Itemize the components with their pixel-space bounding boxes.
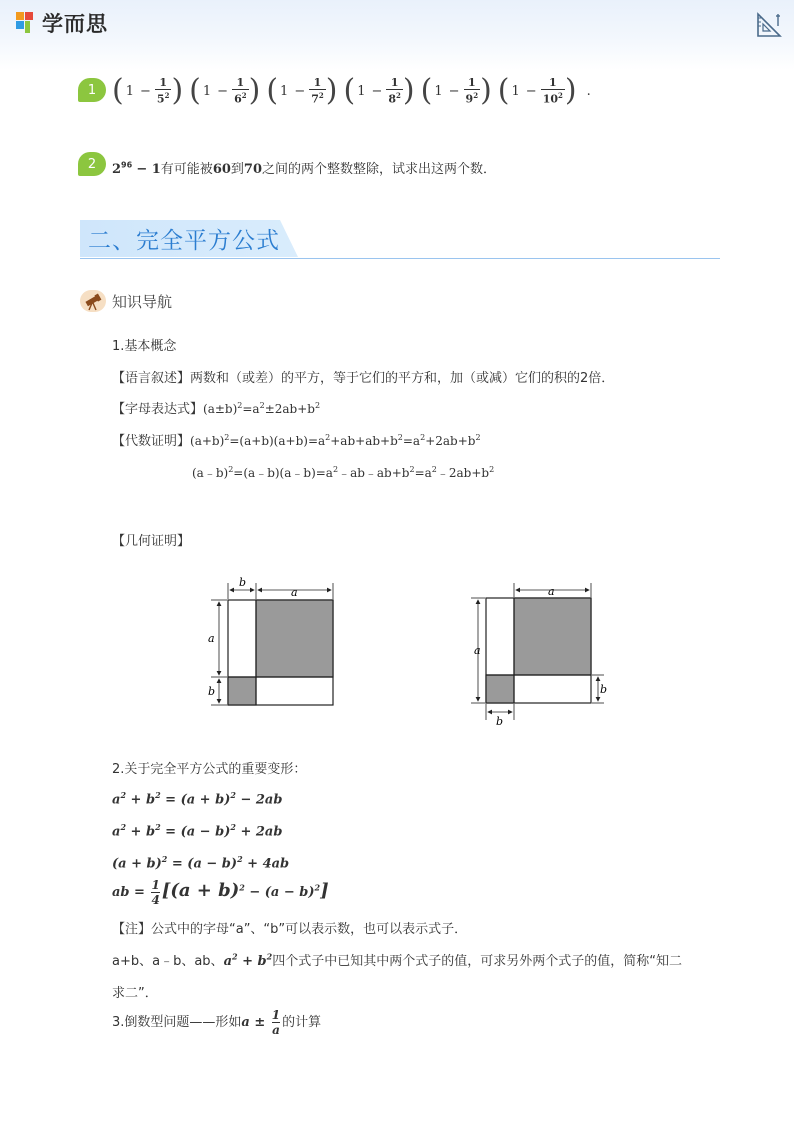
q2-text-1: 有可能被: [160, 162, 213, 177]
fig2-top-a-label: a: [548, 585, 555, 598]
fig1-left-a-label: a: [208, 632, 215, 645]
logo-mark-icon: [12, 10, 38, 36]
variants-heading: 2.关于完全平方公式的重要变形：: [112, 762, 307, 777]
q2-text-2: 到: [230, 162, 244, 177]
q1-factor: ( 1 − $\frac{1}{5^2}$ ): [112, 73, 184, 108]
language-text: 两数和（或差）的平方，等于它们的平方和，加（或减）它们的积的2倍．: [190, 371, 615, 386]
letter-label: 【字母表达式】: [112, 402, 204, 417]
algebra-label: 【代数证明】: [112, 434, 191, 449]
letter-expression: [112, 398, 320, 417]
fig1-top-a-label: a: [291, 586, 298, 599]
question-1-expression: [112, 73, 591, 108]
logo-text: 学而思: [42, 12, 108, 36]
algebra-formula-1: $(a+b)^2=(a+b)(a+b)=a^2+ab+ab+b^2=a^2+2ab+b^2$: [190, 433, 481, 448]
q1-factor: ( 1 − $\frac{1}{10^2}$ ): [497, 73, 577, 108]
fig2-bottom-b-label: b: [496, 715, 504, 728]
geometry-label: 【几何证明】: [112, 534, 191, 549]
know-two-line-2: 求二”．: [112, 986, 158, 1001]
question-2-text: [112, 158, 496, 177]
q2-num-2: 70: [243, 162, 263, 177]
geometry-figure-difference: [468, 578, 613, 728]
q1-factor: ( 1 − $\frac{1}{7^2}$ ): [266, 73, 338, 108]
ruler-triangle-icon: [756, 12, 782, 38]
geometry-figure-sum: [205, 575, 345, 715]
section-header: [80, 220, 720, 259]
q1-factor: ( 1 − $\frac{1}{8^2}$ ): [343, 73, 415, 108]
logo: [12, 8, 108, 38]
letter-formula: $(a\pm b)^2=a^2\pm 2ab+b^2$: [203, 401, 321, 416]
fig1-top-b-label: b: [239, 576, 247, 589]
question-number-1: 1: [78, 78, 106, 102]
formula-variant-2: $a^2 + b^2 = (a - b)^2 + 2ab$: [112, 822, 283, 840]
knowledge-title: 知识导航: [112, 293, 173, 311]
reciprocal-fraction: $\frac{1}{a}$: [271, 1008, 281, 1037]
q2-rest: − 1: [136, 162, 161, 177]
language-statement: [112, 367, 614, 386]
question-number-2: 2: [78, 152, 106, 176]
q1-factor: ( 1 − $\frac{1}{6^2}$ ): [189, 73, 261, 108]
q1-end-dot: .: [586, 83, 591, 99]
q2-text-3: 之间的两个整数整除，试求出这两个数．: [262, 162, 497, 177]
quarter-fraction: $\frac{1}{4}$: [151, 878, 160, 907]
header-band: [0, 0, 794, 70]
formula-variant-4: ab = $\frac{1}{4}$ $[(a + b)^2 - (a - b)^2]$: [112, 878, 329, 907]
section-title: 二、完全平方公式: [88, 228, 280, 254]
algebra-formula-2: $(a﹣b)^2=(a﹣b)(a﹣b)=a^2﹣ab﹣ab+b^2=a^2﹣2ab+b^2$: [192, 465, 495, 480]
fig2-right-b-label: b: [600, 683, 608, 696]
language-label: 【语言叙述】: [112, 371, 191, 386]
reciprocal-heading: 3.倒数型问题——形如a ± $\frac{1}{a}$ 的计算: [112, 1008, 322, 1037]
note-text: 【注】公式中的字母“a”、“b”可以表示数，也可以表示式子．: [112, 922, 468, 937]
fig1-left-b-label: b: [208, 685, 216, 698]
algebra-proof-line-1: [112, 430, 481, 449]
formula-variant-3: $(a + b)^2 = (a - b)^2 + 4ab$: [112, 854, 290, 872]
q2-base: 2: [112, 162, 122, 177]
algebra-proof-line-2: [192, 464, 494, 481]
q1-factor: ( 1 − $\frac{1}{9^2}$ ): [420, 73, 492, 108]
q2-exponent: 96: [121, 160, 133, 170]
know-two-line-1: a+b、a﹣b、ab、$a^2 + b^2$四个式子中已知其中两个式子的值，可求另外两个式子的值，简称“知二: [112, 951, 682, 969]
fig2-left-a-label: a: [474, 644, 481, 657]
telescope-icon: [80, 290, 106, 312]
q2-num-1: 60: [212, 162, 231, 177]
basic-concept-heading: 1.基本概念: [112, 339, 177, 354]
formula-variant-1: $a^2 + b^2 = (a + b)^2 - 2ab$: [112, 790, 283, 808]
